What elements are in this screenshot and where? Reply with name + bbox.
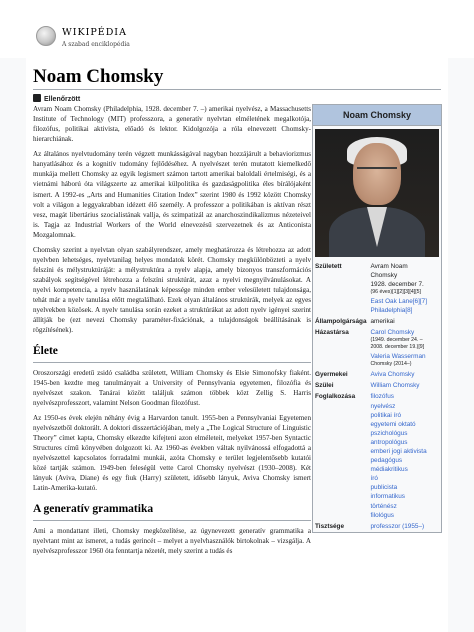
paragraph: Az 1950-es évek elején néhány évig a Harvardon tanult. 1955-ben a Pennsylvaniai Egyetemen nyelvészetből doktorált. A doktori disszertációjában, mely a „The Logical Structure of Linguistic Theory” címet kapta, Chomsky elkezdte kifejteni azon elméleteit, melyeket 1957-ben Syntactic Structures című könyvében dolgozott ki. Az 1960-as években váltak nyilvánossá elfogadottá a nyelvészettel kapcsolatos forradalmi munkái, azóta Chomsky e terület legjelentősebb kutatói közé tartják számon. 1949-ben feleségül vette Carol Chomsky nyelvészt (1930–2008). Két lányuk (Aviva, Diane) és egy fiuk (Harry) született, idősebb lányuk, Aviva Chomsky ismert Latin-Amerika-kutató. [33,413,311,493]
site-tagline: A szabad enciklopédia [62,41,130,48]
header [0,0,474,58]
infobox-label: Állampolgársága [315,317,367,325]
infobox-label: Tisztsége [315,522,345,530]
reviewed-label: Ellenőrzött [44,96,81,103]
title-divider [33,89,441,90]
infobox-label: Házastársa [315,328,349,336]
paragraph: Ami a mondattant illeti, Chomsky megközelítése, az úgynevezett generatív grammatika a nyelvtant mint az ismeret, a tudás gerincét – melyet a nyelvhasználók birtokolnak – vizsgálja. A nyelvészprofesszor 1960 óta fenntartja nézetét, mely szerint a tudás és [33,526,311,555]
article-content [26,58,448,632]
infobox [312,104,442,533]
infobox-label: Szülei [315,382,334,390]
infobox-row [313,521,441,532]
infobox-row [313,261,441,316]
paragraph: Avram Noam Chomsky (Philadelphia, 1928. december 7. –) amerikai nyelvész, a Massachusetts Institute of Technology (MIT) professzora, a generatív nyelvtan elméletének megalkotója, filozófus, politikai aktivista, előadó és lektor. Kidolgozója a róla elnevezett Chomsky-hierarchiának. [33,105,311,144]
infobox-label: Foglalkozása [315,393,356,401]
infobox-value: William Chomsky [370,382,420,390]
article-body [33,104,311,561]
infobox-row [313,391,441,520]
portrait-image[interactable] [315,129,439,257]
infobox-row [313,380,441,391]
section-heading-elete: Élete [33,343,311,362]
infobox-table [313,261,441,532]
infobox-value: Avram Noam Chomsky 1928. december 7. (96 éves)[1][2][3][4][5] East Oak Lane[6][7] Philadelphia[8] [370,263,427,314]
paragraph: Az általános nyelvtudomány terén végzett munkásságával nagyban hozzájárult a behaviorizmus hanyatlásához és a kognitív tudomány fejlődéséhez. A nyelvészet terén mutatott kiemelkedő munkája mellett Chomsky az egyik legismert számon tartott amerikai baloldali értelmiségi, és a vietnámi háború óta világszerte az amerikai külpolitika és gazdaságpolitika éles bírálójaként ismert. A 1992-es „Arts and Humanities Citation Index” szerint 1980 és 1992 között Chomsky volt a világon a leggyakrabban idézett élő személy. A professzor a politikában is aktívan részt vesz, magát libertárius szocialistának vallja, és szimpatizál az anarchoszindikalizmus nézeteivel is. Tagja az Industrial Workers of the World elnevezésű szervezetnek és az Anticonista Mozgalomnak. [33,150,311,239]
section-heading-generativ-grammatika: A generatív grammatika [33,501,311,520]
infobox-value: professzor (1955–) [370,522,425,530]
infobox-value: Carol Chomsky (1949. december 24. – 2008. december 19.)[9] Valeria Wasserman Chomsky (2014–) [370,328,426,367]
infobox-title: Noam Chomsky [313,105,441,126]
infobox-row [313,327,441,369]
wikipedia-globe-icon[interactable] [36,26,56,46]
reviewed-icon [33,94,41,102]
wikipedia-wordmark[interactable]: WIKIPÉDIA [62,27,127,38]
infobox-value: amerikai [370,317,395,325]
infobox-label: Gyermekei [315,371,348,379]
page-title: Noam Chomsky [33,66,164,87]
infobox-value: Aviva Chomsky [370,371,415,379]
infobox-row [313,369,441,380]
paragraph: Oroszországi eredetű zsidó családba született, William Chomsky és Elsie Simonofsky fiaként. 1945-ben kezdte meg tanulmányait a University of Pennsylvania egyetemen, filozófia és nyelvészet szakon. Tanárai között találjuk számon többek közt Zellig S. Harris nyelvészprofesszort, valamint Nelson Goodman filozófust. [33,368,311,407]
infobox-value: filozófus nyelvész politikai író egyetemi oktató pszichológus antropológus emberi jogi aktivista pedagógus médiakritikus író publicista informatikus történész filológus [370,393,427,519]
infobox-label: Született [315,263,342,270]
paragraph: Chomsky szerint a nyelvtan olyan szabályrendszer, amely meghatározza és létrehozza az adott nyelvben lehetséges, nyelvtanilag helyes mondatok körét. Chomsky megkülönbözteti a nyelv felszíni és mélystruktúráját: a mélystruktúra a nyelv alapja, amely bizonyos transzformációs szabályok segítségével létrehozza a felszíni struktúrát, azaz a nyelvi megnyilvánulásokat. A nyelvi kompetencia, a nyelv használatának képessége minden ember velesületett tulajdonsága, tehát már a nyelv tanulása előtt megtalálható. Ezek olyan általános struktúrák, melyek az egyes nyelvekben közösek. A nyelv tanulása során ezeket a struktúrákat az adott nyelv igényei szerint állítják be (ezt nevezi Chomsky paraméter-fixációnak, a tulajdonságok beállításának is rögzítésének). [33,245,311,335]
reviewed-badge [33,94,80,103]
infobox-row [313,316,441,327]
